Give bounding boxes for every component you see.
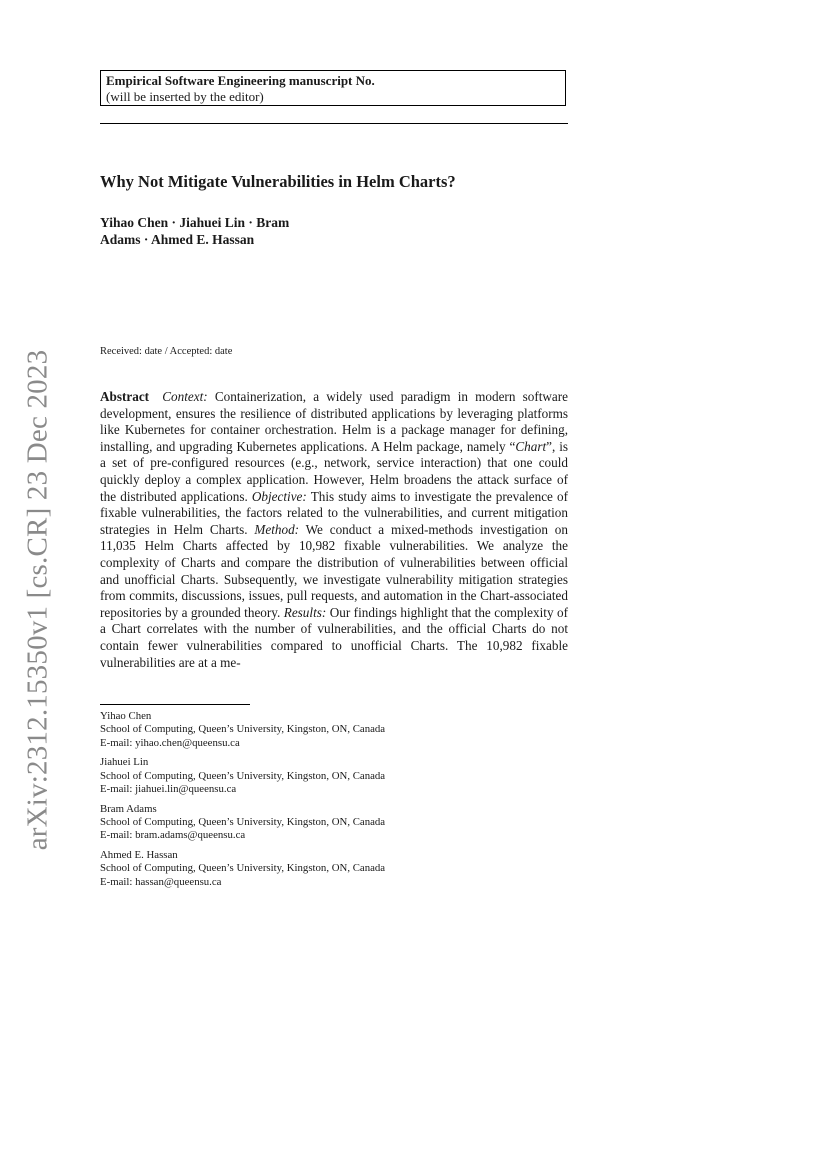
affiliation-name: Ahmed E. Hassan [100,849,178,862]
affiliation-entry [100,849,568,889]
arxiv-identifier-stamp [20,340,56,860]
footnote-rule [100,704,250,705]
affiliation-name: Jiahuei Lin [100,756,149,769]
method-text: We conduct a mixed-methods investigation on 11,035 Helm Charts affected by 10,982 fixable vulnerabilities. We analyze the complexity of Charts and compare the distribution of vulnerabilities between official and unofficial Charts. Subsequently, we investigate vulnerability mitigation strategies from commits, discussions, issues, pull requests, and automation in the Chart-associated repositories by a grounded theory. [100,521,568,620]
arxiv-id-text: arXiv:2312.15350v1 [cs.CR] 23 Dec 2023 [21,349,54,851]
affiliation-entry [100,710,568,750]
received-date: Received: date / Accepted: date [100,346,233,357]
affiliation-email: E-mail: jiahuei.lin@queensu.ca [100,782,237,795]
objective-text: This study aims to investigate the prevalence of fixable vulnerabilities, the factors related to the vulnerabilities, and current mitigation strategies in Helm Charts. [100,488,569,537]
context-text-2: ”, is a set of pre-configured resources (e.g., network, service interaction) that one could quickly deploy a complex application. However, Helm broadens the attack surface of the distributed applications. [100,438,568,504]
context-label: Context: [162,389,208,404]
paper-title: Why Not Mitigate Vulnerabilities in Helm Charts? [100,172,456,191]
header-rule [100,123,568,124]
affiliation-name: Bram Adams [100,802,157,815]
context-text: Containerization, a widely used paradigm in modern software development, ensures the resilience of distributed applications by leveraging platforms like Kubernetes for container orchestration. Helm is a package manager for defining, installing, and upgrading Kubernetes applications. A Helm package, namely “ [100,389,568,454]
affiliation-entry [100,756,568,796]
authors-line-2: Adams · Ahmed E. Hassan [100,231,255,247]
manuscript-header-box [100,70,566,106]
affiliation-org: School of Computing, Queen’s University, Kingston, ON, Canada [100,816,386,829]
abstract [100,389,568,671]
author-list [100,215,360,248]
affiliation-email: E-mail: hassan@queensu.ca [100,875,222,888]
journal-manuscript-title: Empirical Software Engineering manuscript No. [106,73,375,88]
affiliations [100,710,568,896]
affiliation-org: School of Computing, Queen’s University, Kingston, ON, Canada [100,862,386,875]
objective-label: Objective: [251,488,307,504]
editor-note: (will be inserted by the editor) [106,89,264,104]
affiliation-name: Yihao Chen [100,710,152,722]
results-text: Our findings highlight that the complexity of a Chart correlates with the number of vulnerabilities, and the official Charts do not contain fewer vulnerabilities compared to unofficial Charts. The 10,982 fixable vulnerabilities are at a me- [100,604,568,670]
chart-term: Chart [515,438,547,454]
affiliation-org: School of Computing, Queen’s University, Kingston, ON, Canada [100,723,386,736]
affiliation-org: School of Computing, Queen’s University, Kingston, ON, Canada [100,769,386,782]
method-label: Method: [254,521,300,537]
affiliation-email: E-mail: bram.adams@queensu.ca [100,829,246,842]
authors-line-1: Yihao Chen · Jiahuei Lin · Bram [100,215,290,230]
results-label: Results: [283,604,327,620]
affiliation-email: E-mail: yihao.chen@queensu.ca [100,736,240,749]
affiliation-entry [100,803,568,843]
abstract-heading: Abstract [100,389,150,404]
